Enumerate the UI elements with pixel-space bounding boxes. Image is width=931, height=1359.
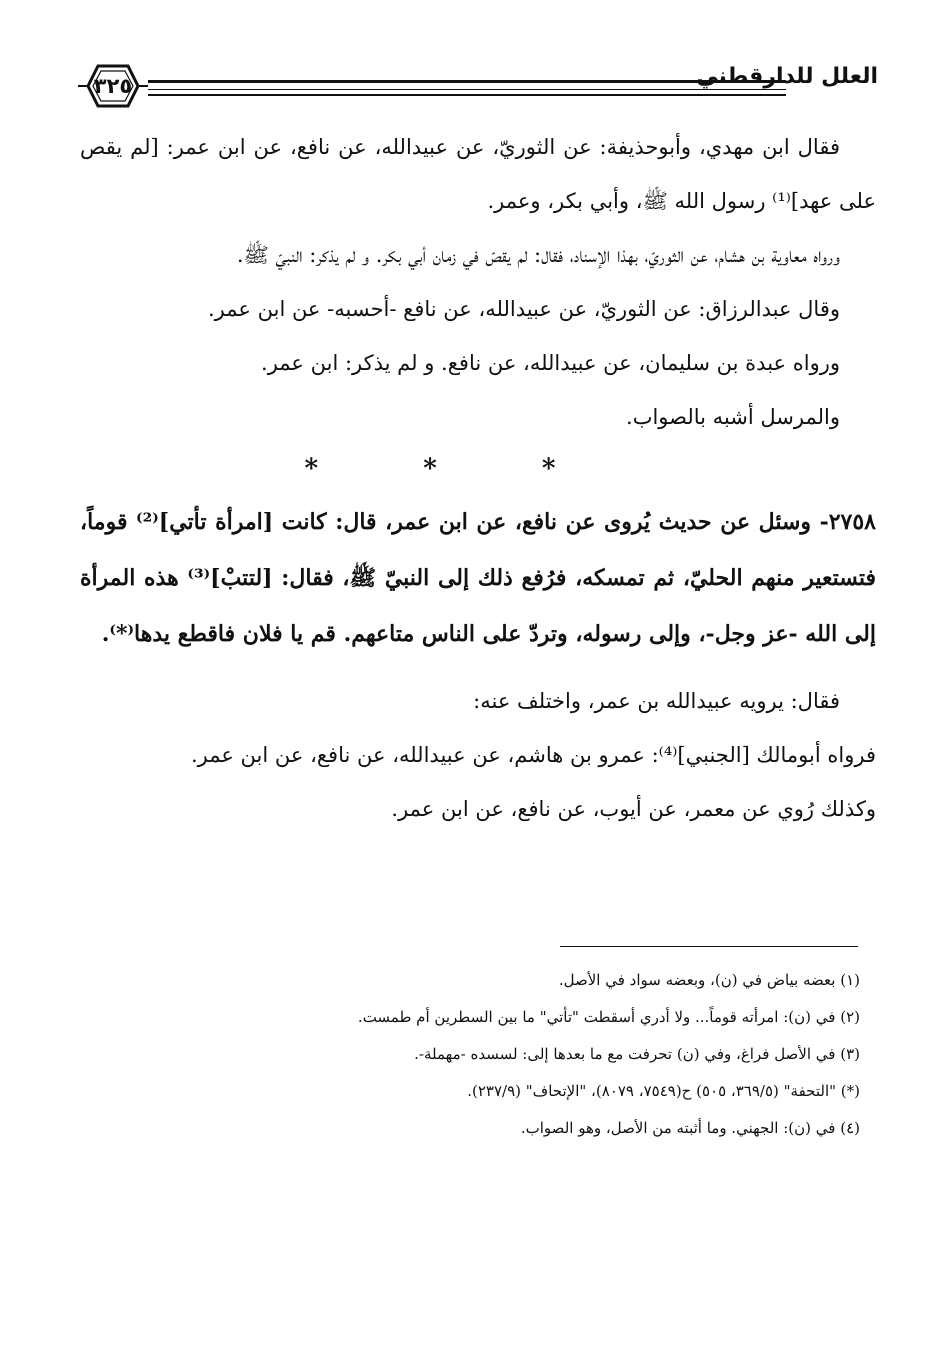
page-header [78, 60, 878, 112]
footnotes [300, 962, 860, 1147]
footnote: (٣) في الأصل فراغ، وفي (ن) تحرفت مع ما بعدها إلى: لسسده -مهملة-. [414, 1045, 860, 1063]
header-rule [148, 89, 786, 90]
spacer [80, 662, 876, 674]
footnote-separator [560, 946, 858, 947]
hadith-entry: ٢٧٥٨- وسئل عن حديث يُروى عن نافع، عن ابن عمر، قال: كانت [امرأة تأتي]⁽²⁾ قوماً، فتستعير منهم الحليّ، ثم تمسكه، فرُفع ذلك إلى النبيّ ﷺ، فقال: [لتتبْ]⁽³⁾ هذه المرأة إلى الله -عز وجل-، وإلى رسوله، وتردّ على الناس متاعهم. قم يا فلان فاقطع يدها⁽*⁾. [80, 509, 877, 647]
footnote: (٤) في (ن): الجهني. وما أثبته من الأصل، وهو الصواب. [520, 1119, 860, 1137]
paragraph: والمرسل أشبه بالصواب. [626, 405, 840, 429]
book-title: العلل للدارقطني [696, 64, 878, 89]
paragraph: وقال عبدالرزاق: عن الثوريّ، عن عبيدالله، عن نافع -أحسبه- عن ابن عمر. [208, 297, 840, 321]
answer-paragraph: وكذلك رُوي عن معمر، عن أيوب، عن نافع، عن ابن عمر. [391, 797, 876, 821]
header-rule [148, 94, 786, 96]
footnote: (*) "التحفة" (٣٦٩/٥، ٥٠٥) ح(٧٥٤٩، ٨٠٧٩)، "الإتحاف" (٢٣٧/٩). [467, 1082, 860, 1100]
page-number-badge [78, 60, 148, 112]
footnote: (٢) في (ن): امرأته قوماً... ولا أدري أسقطت "تأتي" ما بين السطرين أم طمست. [357, 1008, 860, 1026]
header-rule [148, 80, 786, 83]
main-text [80, 120, 876, 836]
footnote: (١) بعضه بياض في (ن)، وبعضه سواد في الأصل. [558, 971, 860, 989]
paragraph: ورواه معاوية بن هشام، عن الثوريّ، بهذا الإسناد، فقال: لم يقصّ في زمان أبي بكر. و لم يذكر: النبيّ ﷺ. [236, 243, 840, 267]
answer-paragraph: فرواه أبومالك [الجنبي]⁽⁴⁾: عمرو بن هاشم، عن عبيدالله، عن نافع، عن ابن عمر. [190, 743, 876, 767]
paragraph: ورواه عبدة بن سليمان، عن عبيدالله، عن نافع. و لم يذكر: ابن عمر. [261, 351, 840, 375]
section-separator: * * * [304, 454, 604, 484]
answer-paragraph: فقال: يرويه عبيدالله بن عمر، واختلف عنه: [473, 689, 840, 713]
page-number: ٣٢٥ [93, 74, 133, 98]
paragraph: فقال ابن مهدي، وأبوحذيفة: عن الثوريّ، عن عبيدالله، عن نافع، عن ابن عمر: [لم يقص على عهد]⁽¹⁾ رسول الله ﷺ، وأبي بكر، وعمر. [80, 135, 876, 213]
